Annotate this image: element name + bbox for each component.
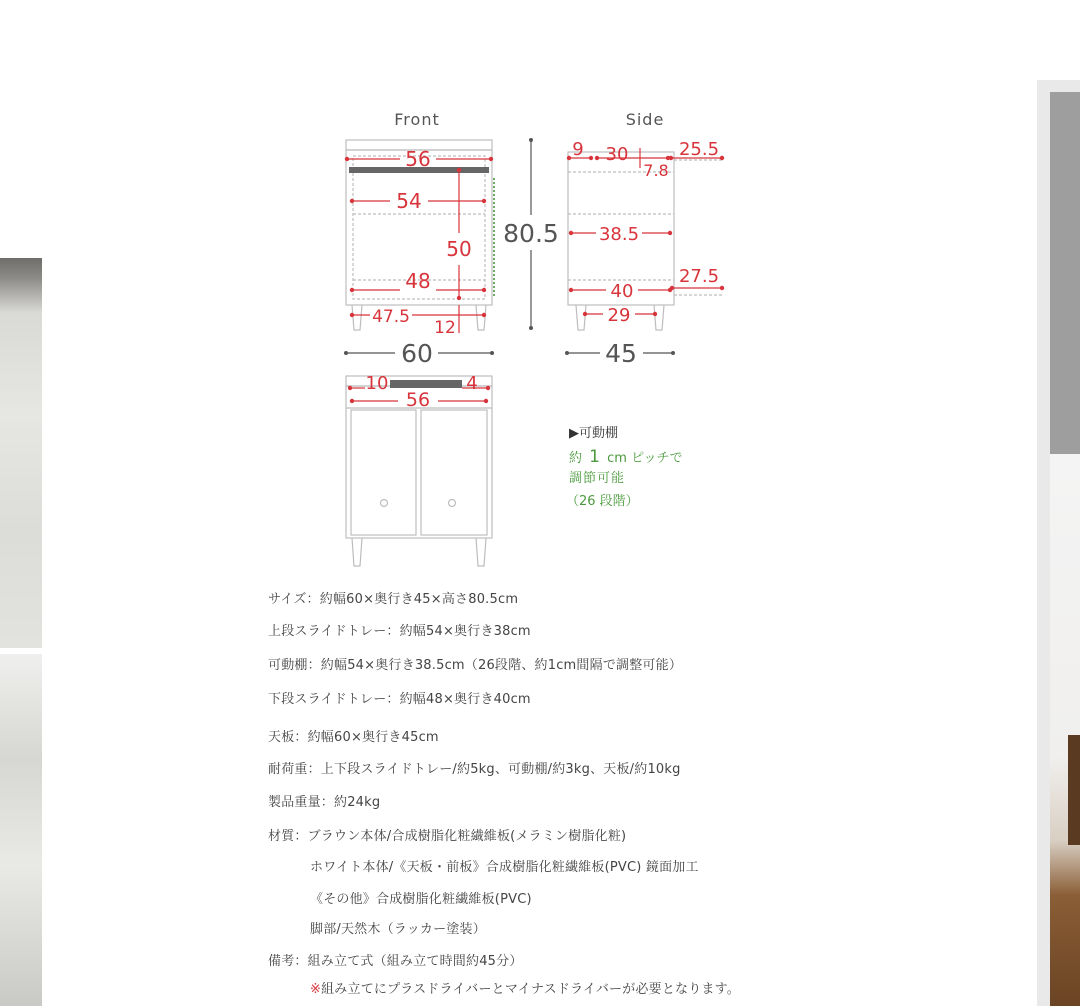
dim-dot: [489, 157, 493, 161]
dim-dot: [344, 351, 348, 355]
shelf-note-line2: 調節可能: [569, 471, 626, 486]
dim-dot: [482, 313, 486, 317]
dim-dot: [565, 351, 569, 355]
spec-material-legs: 脚部/天然木（ラッカー塗装）: [310, 922, 486, 937]
dim-side-lower-right: 27.5: [678, 266, 720, 287]
spec-top-board: 天板：約幅60×奥行き45cm: [268, 730, 439, 745]
dim-total-depth: 45: [605, 339, 637, 368]
top-view-leg-right: [476, 538, 486, 566]
spec-warning: [310, 978, 740, 997]
dim-dot: [482, 199, 486, 203]
dim-dot: [457, 296, 461, 300]
warning-mark: ※: [310, 982, 322, 997]
dim-dot: [529, 138, 533, 142]
dim-total-width: 60: [401, 339, 433, 368]
dim-top-view-left: 10: [365, 373, 389, 394]
spec-remarks: 備考：組み立て式（組み立て時間約45分）: [268, 954, 523, 969]
shelf-note-suffix: cm ピッチで: [607, 451, 683, 466]
side-leg-right: [654, 305, 664, 330]
front-red-dimension-labels: [372, 147, 472, 338]
dim-dot: [350, 288, 354, 292]
spec-weight: 製品重量：約24kg: [268, 795, 381, 810]
dim-dot: [583, 312, 587, 316]
dim-dot: [671, 351, 675, 355]
spec-size: サイズ：約幅60×奥行き45×高さ80.5cm: [268, 592, 519, 607]
door-left: [351, 410, 416, 535]
dim-dot: [484, 399, 488, 403]
dim-side-back-gap: 9: [572, 139, 584, 160]
door-right-knob: [449, 500, 456, 507]
dim-front-leg-span: 47.5: [372, 307, 410, 327]
front-view-label: Front: [394, 110, 440, 129]
spec-adjustable-shelf: 可動棚：約幅54×奥行き38.5cm（26段階、約1cm間隔で調整可能）: [268, 658, 683, 673]
dim-dot: [482, 288, 486, 292]
dim-side-top-right: 25.5: [678, 139, 720, 160]
dim-side-shelf-depth: 38.5: [598, 224, 640, 245]
dim-dot: [669, 156, 673, 160]
front-leg-right: [476, 305, 486, 330]
dim-dot: [457, 168, 461, 172]
dim-dot: [569, 231, 573, 235]
shelf-note-line1: [569, 447, 683, 467]
top-view-tray-handle: [390, 380, 462, 388]
spec-load-capacity: 耐荷重：上下段スライドトレー/約5kg、可動棚/約3kg、天板/約10kg: [268, 762, 681, 777]
dim-front-leg-height: 12: [434, 318, 456, 338]
dim-side-tray-depth: 30: [605, 144, 629, 165]
front-leg-left: [352, 305, 362, 330]
dim-dot: [720, 286, 724, 290]
dim-side-lower-tray-depth: 40: [610, 281, 634, 302]
door-right: [421, 410, 487, 535]
top-view-leg-left: [352, 538, 362, 566]
door-left-knob: [381, 500, 388, 507]
dim-dot: [345, 157, 349, 161]
dim-front-inner-height: 50: [446, 237, 472, 261]
spec-material-other: 《その他》合成樹脂化粧繊維板(PVC): [310, 892, 532, 907]
dim-dot: [567, 156, 571, 160]
dim-dot: [569, 288, 573, 292]
dim-dot: [720, 156, 724, 160]
dim-dot: [348, 386, 352, 390]
side-leg-left: [576, 305, 586, 330]
spec-upper-tray: 上段スライドトレー：約幅54×奥行き38cm: [268, 624, 531, 639]
dim-dot: [670, 286, 674, 290]
top-view-red-dimension-labels: [366, 373, 478, 411]
shelf-note-title: ▶可動棚: [569, 426, 618, 441]
dim-front-tray-width: 54: [396, 189, 422, 213]
dim-front-lower-tray-width: 48: [405, 269, 431, 293]
dim-top-view-right: 4: [466, 373, 478, 394]
dim-front-top-width: 56: [405, 147, 431, 171]
shelf-note-prefix: 約: [569, 451, 583, 466]
dim-side-leg-span: 29: [607, 305, 631, 326]
spec-material: 材質：ブラウン本体/合成樹脂化粧繊維板(メラミン樹脂化粧): [268, 829, 627, 844]
dim-dot: [350, 399, 354, 403]
shelf-note-number: 1: [589, 447, 600, 467]
warning-text: 組み立てにプラスドライバーとマイナスドライバーが必要となります。: [321, 982, 740, 997]
dim-top-view-width: 56: [405, 389, 431, 411]
side-view-label: Side: [625, 110, 665, 129]
dim-dot: [653, 312, 657, 316]
dim-dot: [350, 313, 354, 317]
dim-dot: [589, 156, 593, 160]
shelf-note-line3: （26 段階）: [566, 494, 639, 509]
spec-lower-tray: 下段スライドトレー：約幅48×奥行き40cm: [268, 692, 531, 707]
spec-material-white: ホワイト本体/《天板・前板》合成樹脂化粧繊維板(PVC) 鏡面加工: [310, 860, 699, 875]
dim-dot: [595, 156, 599, 160]
dim-dot: [668, 231, 672, 235]
dim-dot: [350, 199, 354, 203]
dim-dot: [529, 326, 533, 330]
dim-dot: [486, 386, 490, 390]
dim-total-height: 80.5: [503, 219, 559, 248]
dim-dot: [490, 351, 494, 355]
dim-side-upper-offset: 7.8: [643, 161, 669, 180]
